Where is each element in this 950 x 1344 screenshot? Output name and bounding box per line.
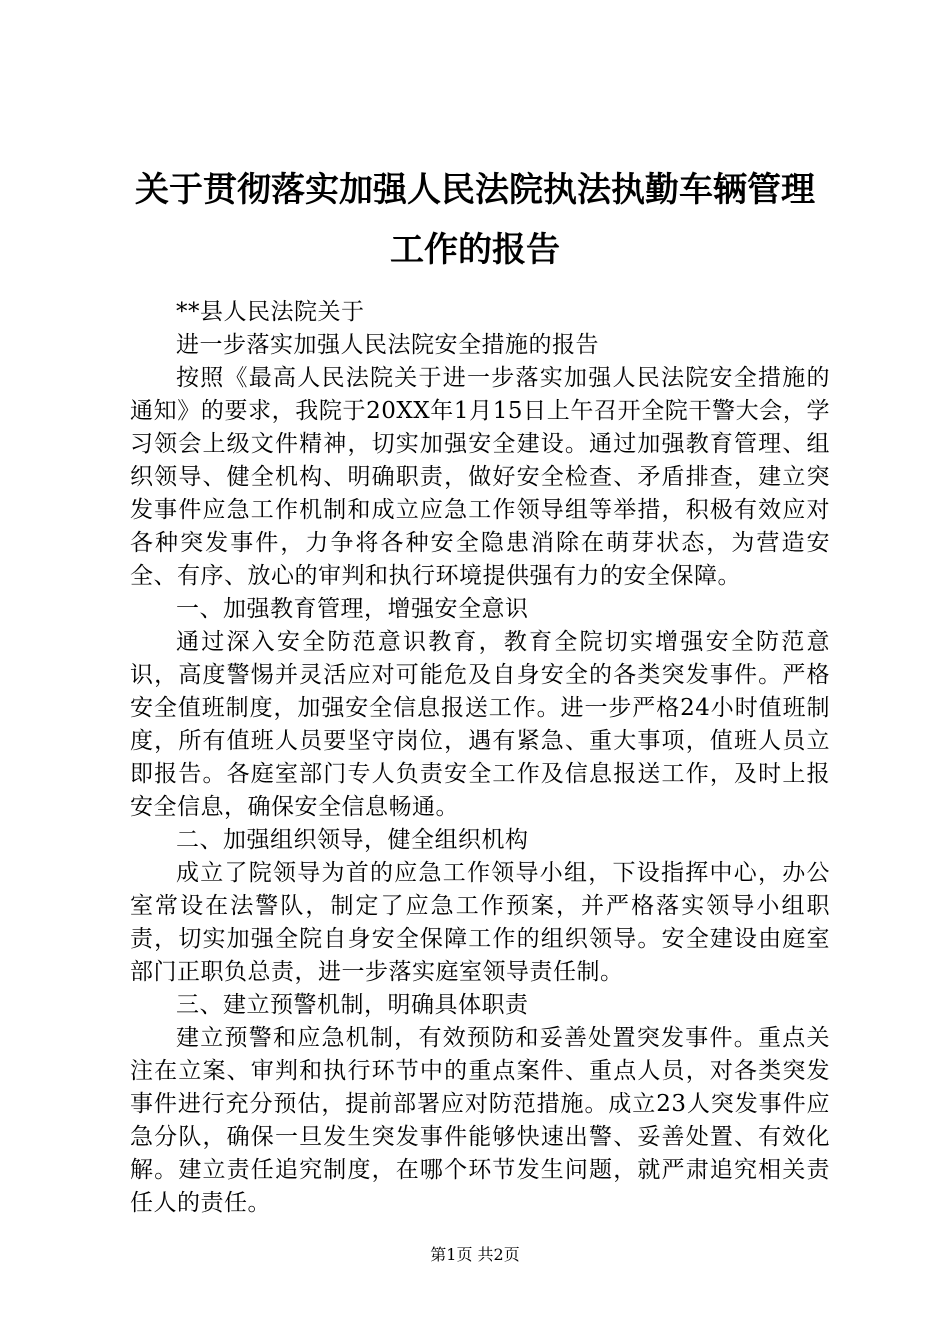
paragraph-1: 按照《最高人民法院关于进一步落实加强人民法院安全措施的通知》的要求，我院于20XX年1月15日上午召开全院干警大会，学习领会上级文件精神，切实加强安全建设。通过加强教育管理、组织领导、健全机构、明确职责，做好安全检查、矛盾排查，建立突发事件应急工作机制和成立应急工作领导组等举措，积极有效应对各种突发事件，力争将各种安全隐患消除在萌芽状态，为营造安全、有序、放心的审判和执行环境提供强有力的安全保障。 [130,365,830,589]
section-3-heading: 三、建立预警机制，明确具体职责 [176,992,529,1018]
section-3-body: 建立预警和应急机制，有效预防和妥善处置突发事件。重点关注在立案、审判和执行环节中的重点案件、重点人员，对各类突发事件进行充分预估，提前部署应对防范措施。成立23人突发事件应急分队，确保一旦发生突发事件能够快速出警、妥善处置、有效化解。建立责任追究制度，在哪个环节发生问题，就严肃追究相关责任人的责任。 [130,1025,830,1216]
document-title-line-1: 关于贯彻落实加强人民法院执法执勤车辆管理 [135,170,815,210]
intro-line-2: 进一步落实加强人民法院安全措施的报告 [176,332,599,358]
intro-line-1: **县人民法院关于 [176,299,365,325]
document-title-line-2: 工作的报告 [390,230,560,270]
section-1-body: 通过深入安全防范意识教育，教育全院切实增强安全防范意识，高度警惕并灵活应对可能危及自身安全的各类突发事件。严格安全值班制度，加强安全信息报送工作。进一步严格24小时值班制度，所有值班人员要坚守岗位，遇有紧急、重大事项，值班人员立即报告。各庭室部门专人负责安全工作及信息报送工作，及时上报安全信息，确保安全信息畅通。 [130,629,830,820]
section-2-heading: 二、加强组织领导，健全组织机构 [176,827,529,853]
section-1-heading: 一、加强教育管理，增强安全意识 [176,596,529,622]
page-footer: 第1页 共2页 [430,1245,520,1264]
section-2-body: 成立了院领导为首的应急工作领导小组，下设指挥中心，办公室常设在法警队，制定了应急工作预案，并严格落实领导小组职责，切实加强全院自身安全保障工作的组织领导。安全建设由庭室部门正职负总责，进一步落实庭室领导责任制。 [130,860,830,985]
document-title [100,160,850,280]
document-body [130,296,830,1220]
